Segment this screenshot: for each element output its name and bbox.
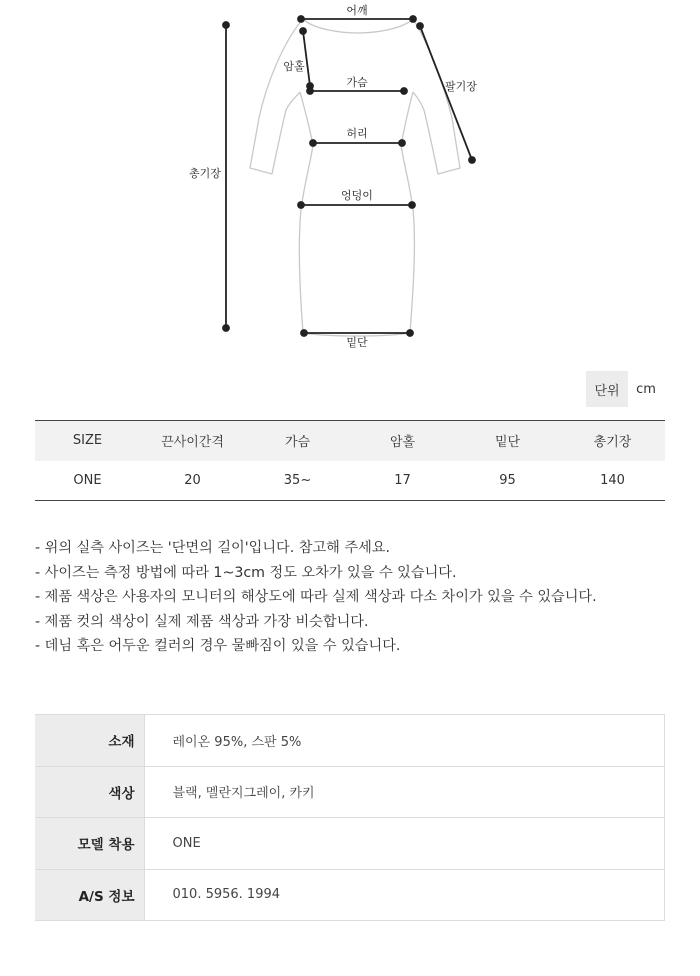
cell-strap-gap: 20 bbox=[140, 461, 245, 501]
unit-value: cm bbox=[636, 381, 656, 397]
cell-size: ONE bbox=[35, 461, 140, 501]
label-hem: 밑단 bbox=[346, 336, 368, 349]
header-armhole: 암홀 bbox=[350, 421, 455, 461]
unit-indicator bbox=[586, 371, 664, 407]
info-label: 소재 bbox=[35, 715, 144, 767]
info-label: 색상 bbox=[35, 766, 144, 818]
header-chest: 가슴 bbox=[245, 421, 350, 461]
table-row bbox=[35, 461, 665, 501]
size-diagram bbox=[0, 0, 700, 360]
armhole-line bbox=[303, 31, 310, 86]
label-shoulder: 어깨 bbox=[346, 4, 368, 17]
sleeve-line bbox=[420, 26, 472, 160]
info-row-as bbox=[35, 869, 665, 921]
info-value: 010. 5956. 1994 bbox=[144, 869, 665, 921]
measure-lines bbox=[223, 16, 475, 336]
size-notes bbox=[35, 536, 675, 659]
size-table bbox=[35, 420, 665, 501]
info-row-color bbox=[35, 766, 665, 818]
label-chest: 가슴 bbox=[346, 76, 368, 89]
cell-armhole: 17 bbox=[350, 461, 455, 501]
product-info-table bbox=[35, 714, 665, 921]
label-hip: 엉덩이 bbox=[341, 189, 373, 202]
size-table-header bbox=[35, 421, 665, 461]
info-label: 모델 착용 bbox=[35, 818, 144, 870]
cell-chest: 35~ bbox=[245, 461, 350, 501]
label-total-length: 총기장 bbox=[189, 167, 221, 180]
info-value: 블랙, 멜란지그레이, 카키 bbox=[144, 766, 665, 818]
note-item: - 데님 혹은 어두운 컬러의 경우 물빠짐이 있을 수 있습니다. bbox=[35, 638, 401, 655]
note-item: - 제품 색상은 사용자의 모니터의 해상도에 따라 실제 색상과 다소 차이가 있을 수 있습니다. bbox=[35, 589, 597, 606]
label-sleeve: 팔기장 bbox=[445, 80, 477, 93]
unit-label: 단위 bbox=[586, 371, 628, 407]
label-armhole: 암홀 bbox=[283, 60, 305, 73]
info-row-model-size bbox=[35, 818, 665, 870]
info-row-material bbox=[35, 715, 665, 767]
header-size: SIZE bbox=[35, 421, 140, 461]
cell-hem: 95 bbox=[455, 461, 560, 501]
info-label: A/S 정보 bbox=[35, 869, 144, 921]
dress-illustration bbox=[250, 19, 460, 336]
header-hem: 밑단 bbox=[455, 421, 560, 461]
note-item: - 제품 컷의 색상이 실제 제품 색상과 가장 비슷합니다. bbox=[35, 613, 369, 630]
info-value: ONE bbox=[144, 818, 665, 870]
note-item: - 위의 실측 사이즈는 '단면의 길이'입니다. 참고해 주세요. bbox=[35, 540, 391, 556]
info-value: 레이온 95%, 스판 5% bbox=[144, 715, 665, 767]
header-total-length: 총기장 bbox=[560, 421, 665, 461]
header-strap-gap: 끈사이간격 bbox=[140, 421, 245, 461]
note-item: - 사이즈는 측정 방법에 따라 1~3cm 정도 오차가 있을 수 있습니다. bbox=[35, 564, 457, 581]
cell-total-length: 140 bbox=[560, 461, 665, 501]
label-waist: 허리 bbox=[346, 127, 368, 140]
